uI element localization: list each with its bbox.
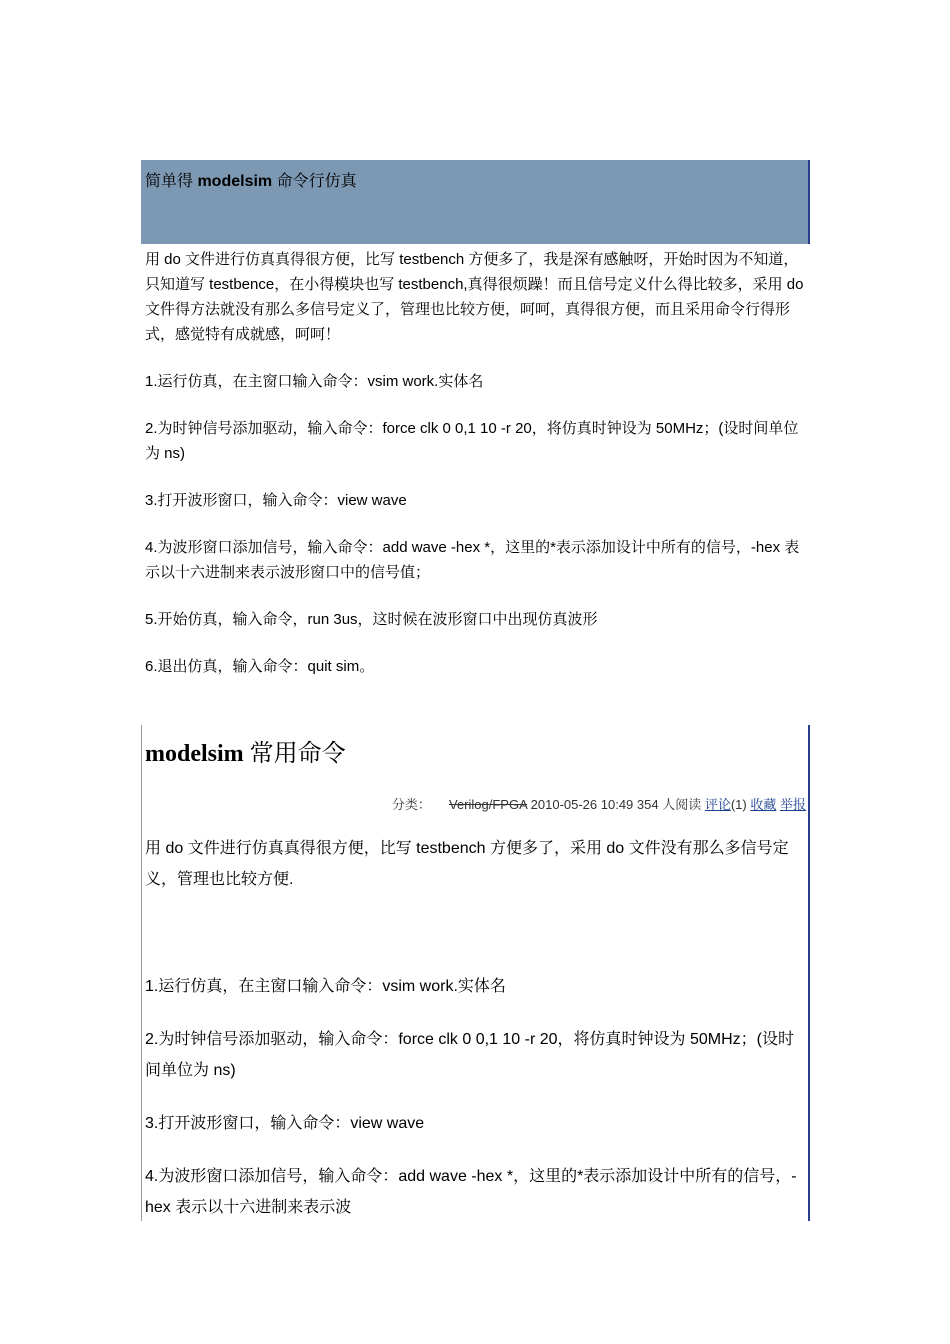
article-1-step: 6.退出仿真，输入命令：quit sim。 [145, 658, 375, 675]
category-label: 分类： [391, 797, 431, 812]
article-1-intro: 用 do 文件进行仿真真得很方便，比写 testbench 方便多了，我是深有感触呀，开始时因为不知道，只知道写 testbence，在小得模块也写 testbench,真得很烦躁！而且信号定义什么得比较多，采用 do 文件得方法就没有那么多信号定义了，管理也比较方便，呵呵，真得很方便，而且采用命令行得形式，感觉特有成就感，呵呵！ [145, 251, 804, 343]
article-1-step: 3.打开波形窗口，输入命令：view wave [145, 492, 407, 509]
article-1-title-bar [141, 160, 810, 244]
comments-link[interactable]: 评论 [704, 797, 731, 812]
article-2-step: 4.为波形窗口添加信号，输入命令：add wave -hex *，这里的*表示添加设计中所有的信号，-hex 表示以十六进制来表示波 [145, 1168, 797, 1216]
article-2-title: modelsim 常用命令 [145, 741, 346, 767]
article-2 [141, 725, 810, 1221]
article-1-title: 简单得 modelsim 命令行仿真 [145, 173, 357, 190]
article-1-step: 1.运行仿真，在主窗口输入命令：vsim work.实体名 [145, 373, 484, 390]
category-link[interactable]: Verilog/FPGA [448, 797, 528, 812]
article-2-step: 1.运行仿真，在主窗口输入命令：vsim work.实体名 [145, 978, 506, 995]
report-link[interactable]: 举报 [779, 797, 806, 812]
article-2-intro: 用 do 文件进行仿真真得很方便，比写 testbench 方便多了，采用 do 文件没有那么多信号定义，管理也比较方便. [145, 840, 789, 888]
comments-count: (1) [730, 797, 747, 812]
article-1 [141, 160, 810, 679]
article-2-step: 3.打开波形窗口，输入命令：view wave [145, 1115, 425, 1132]
date-reads: 2010-05-26 10:49 354 人阅读 [527, 797, 705, 812]
article-1-step: 4.为波形窗口添加信号，输入命令：add wave -hex *，这里的*表示添加设计中所有的信号，-hex 表示以十六进制来表示波形窗口中的信号值； [145, 539, 800, 581]
favorite-link[interactable]: 收藏 [750, 797, 777, 812]
article-1-step: 2.为时钟信号添加驱动，输入命令：force clk 0 0,1 10 -r 20，将仿真时钟设为 50MHz；(设时间单位为 ns) [145, 420, 799, 462]
article-2-step: 2.为时钟信号添加驱动，输入命令：force clk 0 0,1 10 -r 20，将仿真时钟设为 50MHz；(设时间单位为 ns) [145, 1031, 794, 1079]
article-meta [142, 794, 806, 813]
article-1-step: 5.开始仿真，输入命令，run 3us，这时候在波形窗口中出现仿真波形 [145, 611, 598, 628]
